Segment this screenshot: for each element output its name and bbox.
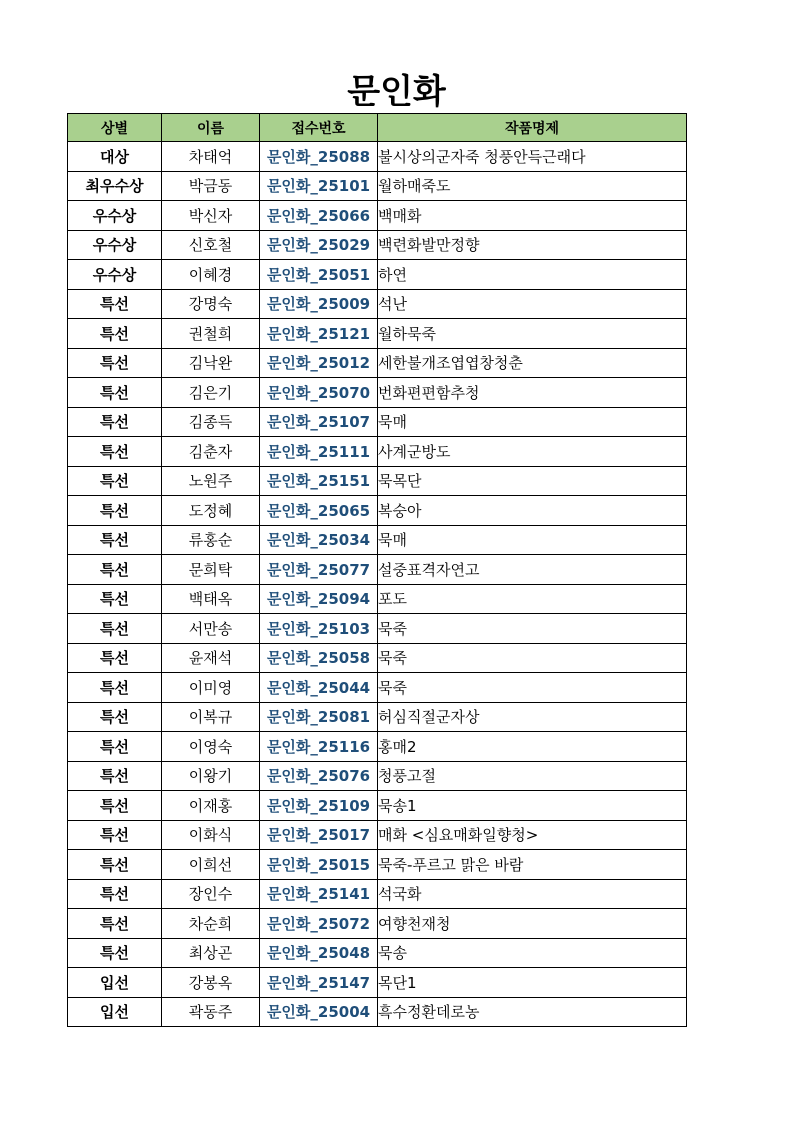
name-cell: 윤재석 [162,643,260,673]
award-cell: 특선 [68,909,162,939]
name-cell: 박금동 [162,171,260,201]
work-title-cell: 설중표격자연고 [378,555,687,585]
awards-table [67,113,687,1027]
award-cell: 특선 [68,496,162,526]
receipt-number-cell: 문인화_25004 [260,997,378,1027]
table-row [68,820,687,850]
award-cell: 특선 [68,732,162,762]
award-cell: 특선 [68,525,162,555]
name-cell: 신호철 [162,230,260,260]
table-row [68,879,687,909]
receipt-number-cell: 문인화_25065 [260,496,378,526]
receipt-number-cell: 문인화_25017 [260,820,378,850]
name-cell: 이복규 [162,702,260,732]
work-title-cell: 청풍고절 [378,761,687,791]
table-row [68,997,687,1027]
table-row [68,761,687,791]
receipt-number-cell: 문인화_25015 [260,850,378,880]
name-cell: 차순희 [162,909,260,939]
name-cell: 김종득 [162,407,260,437]
receipt-number-cell: 문인화_25088 [260,142,378,172]
table-row [68,171,687,201]
receipt-number-cell: 문인화_25147 [260,968,378,998]
table-row [68,938,687,968]
name-cell: 차태억 [162,142,260,172]
work-title-cell: 번화편편함추청 [378,378,687,408]
work-title-cell: 석국화 [378,879,687,909]
work-title-cell: 석난 [378,289,687,319]
table-row [68,584,687,614]
name-cell: 이재홍 [162,791,260,821]
award-cell: 특선 [68,289,162,319]
table-row [68,437,687,467]
name-cell: 문희탁 [162,555,260,585]
receipt-number-cell: 문인화_25111 [260,437,378,467]
name-cell: 강명숙 [162,289,260,319]
name-cell: 이혜경 [162,260,260,290]
receipt-number-cell: 문인화_25070 [260,378,378,408]
receipt-number-cell: 문인화_25151 [260,466,378,496]
name-cell: 도정혜 [162,496,260,526]
work-title-cell: 포도 [378,584,687,614]
table-row [68,142,687,172]
column-header-name: 이름 [162,114,260,142]
award-cell: 입선 [68,997,162,1027]
work-title-cell: 백련화발만정향 [378,230,687,260]
award-cell: 특선 [68,466,162,496]
work-title-cell: 목단1 [378,968,687,998]
receipt-number-cell: 문인화_25077 [260,555,378,585]
work-title-cell: 묵매 [378,525,687,555]
work-title-cell: 묵매 [378,407,687,437]
award-cell: 특선 [68,348,162,378]
name-cell: 이미영 [162,673,260,703]
award-cell: 특선 [68,791,162,821]
work-title-cell: 홍매2 [378,732,687,762]
receipt-number-cell: 문인화_25012 [260,348,378,378]
name-cell: 김춘자 [162,437,260,467]
award-cell: 특선 [68,879,162,909]
column-header-receipt: 접수번호 [260,114,378,142]
name-cell: 류홍순 [162,525,260,555]
award-cell: 우수상 [68,260,162,290]
receipt-number-cell: 문인화_25107 [260,407,378,437]
receipt-number-cell: 문인화_25044 [260,673,378,703]
work-title-cell: 묵송1 [378,791,687,821]
award-cell: 특선 [68,673,162,703]
work-title-cell: 월하묵죽 [378,319,687,349]
name-cell: 박신자 [162,201,260,231]
receipt-number-cell: 문인화_25116 [260,732,378,762]
award-cell: 특선 [68,702,162,732]
name-cell: 백태옥 [162,584,260,614]
award-cell: 특선 [68,643,162,673]
page-title: 문인화 [347,72,446,112]
table-row [68,791,687,821]
name-cell: 서만송 [162,614,260,644]
table-row [68,614,687,644]
table-row [68,260,687,290]
work-title-cell: 묵죽-푸르고 맑은 바람 [378,850,687,880]
receipt-number-cell: 문인화_25141 [260,879,378,909]
receipt-number-cell: 문인화_25094 [260,584,378,614]
table-row [68,909,687,939]
header-row [68,114,687,142]
work-title-cell: 하연 [378,260,687,290]
table-row [68,289,687,319]
work-title-cell: 묵죽 [378,614,687,644]
work-title-cell: 복숭아 [378,496,687,526]
name-cell: 김은기 [162,378,260,408]
name-cell: 곽동주 [162,997,260,1027]
table-row [68,466,687,496]
name-cell: 이화식 [162,820,260,850]
receipt-number-cell: 문인화_25066 [260,201,378,231]
receipt-number-cell: 문인화_25081 [260,702,378,732]
table-row [68,378,687,408]
receipt-number-cell: 문인화_25051 [260,260,378,290]
receipt-number-cell: 문인화_25034 [260,525,378,555]
award-cell: 특선 [68,820,162,850]
work-title-cell: 묵송 [378,938,687,968]
name-cell: 이왕기 [162,761,260,791]
award-cell: 특선 [68,850,162,880]
work-title-cell: 여향천재청 [378,909,687,939]
table-row [68,319,687,349]
name-cell: 장인수 [162,879,260,909]
table-row [68,348,687,378]
award-cell: 최우수상 [68,171,162,201]
table-row [68,673,687,703]
work-title-cell: 흑수정환데로농 [378,997,687,1027]
work-title-cell: 허심직절군자상 [378,702,687,732]
name-cell: 강봉옥 [162,968,260,998]
award-cell: 우수상 [68,201,162,231]
table-row [68,201,687,231]
receipt-number-cell: 문인화_25103 [260,614,378,644]
work-title-cell: 묵죽 [378,673,687,703]
table-row [68,407,687,437]
table-row [68,525,687,555]
award-cell: 특선 [68,614,162,644]
receipt-number-cell: 문인화_25076 [260,761,378,791]
name-cell: 권철희 [162,319,260,349]
award-cell: 특선 [68,584,162,614]
award-cell: 특선 [68,378,162,408]
work-title-cell: 사계군방도 [378,437,687,467]
work-title-cell: 불시상의군자죽 청풍안득근래다 [378,142,687,172]
work-title-cell: 묵목단 [378,466,687,496]
name-cell: 김낙완 [162,348,260,378]
table-row [68,968,687,998]
receipt-number-cell: 문인화_25048 [260,938,378,968]
receipt-number-cell: 문인화_25029 [260,230,378,260]
receipt-number-cell: 문인화_25121 [260,319,378,349]
name-cell: 노원주 [162,466,260,496]
table-row [68,850,687,880]
table-body [68,142,687,1027]
table-row [68,643,687,673]
receipt-number-cell: 문인화_25109 [260,791,378,821]
column-header-work: 작품명제 [378,114,687,142]
award-cell: 대상 [68,142,162,172]
work-title-cell: 묵죽 [378,643,687,673]
table-row [68,230,687,260]
award-cell: 특선 [68,761,162,791]
work-title-cell: 백매화 [378,201,687,231]
award-cell: 특선 [68,555,162,585]
name-cell: 이영숙 [162,732,260,762]
receipt-number-cell: 문인화_25072 [260,909,378,939]
table-row [68,496,687,526]
award-cell: 특선 [68,938,162,968]
work-title-cell: 월하매죽도 [378,171,687,201]
table-row [68,555,687,585]
award-cell: 특선 [68,407,162,437]
award-cell: 우수상 [68,230,162,260]
receipt-number-cell: 문인화_25101 [260,171,378,201]
name-cell: 최상곤 [162,938,260,968]
work-title-cell: 매화 <심요매화일향청> [378,820,687,850]
award-cell: 특선 [68,319,162,349]
receipt-number-cell: 문인화_25058 [260,643,378,673]
column-header-award: 상별 [68,114,162,142]
work-title-cell: 세한불개조엽엽창청춘 [378,348,687,378]
name-cell: 이희선 [162,850,260,880]
award-cell: 입선 [68,968,162,998]
receipt-number-cell: 문인화_25009 [260,289,378,319]
award-cell: 특선 [68,437,162,467]
table-row [68,702,687,732]
table-row [68,732,687,762]
